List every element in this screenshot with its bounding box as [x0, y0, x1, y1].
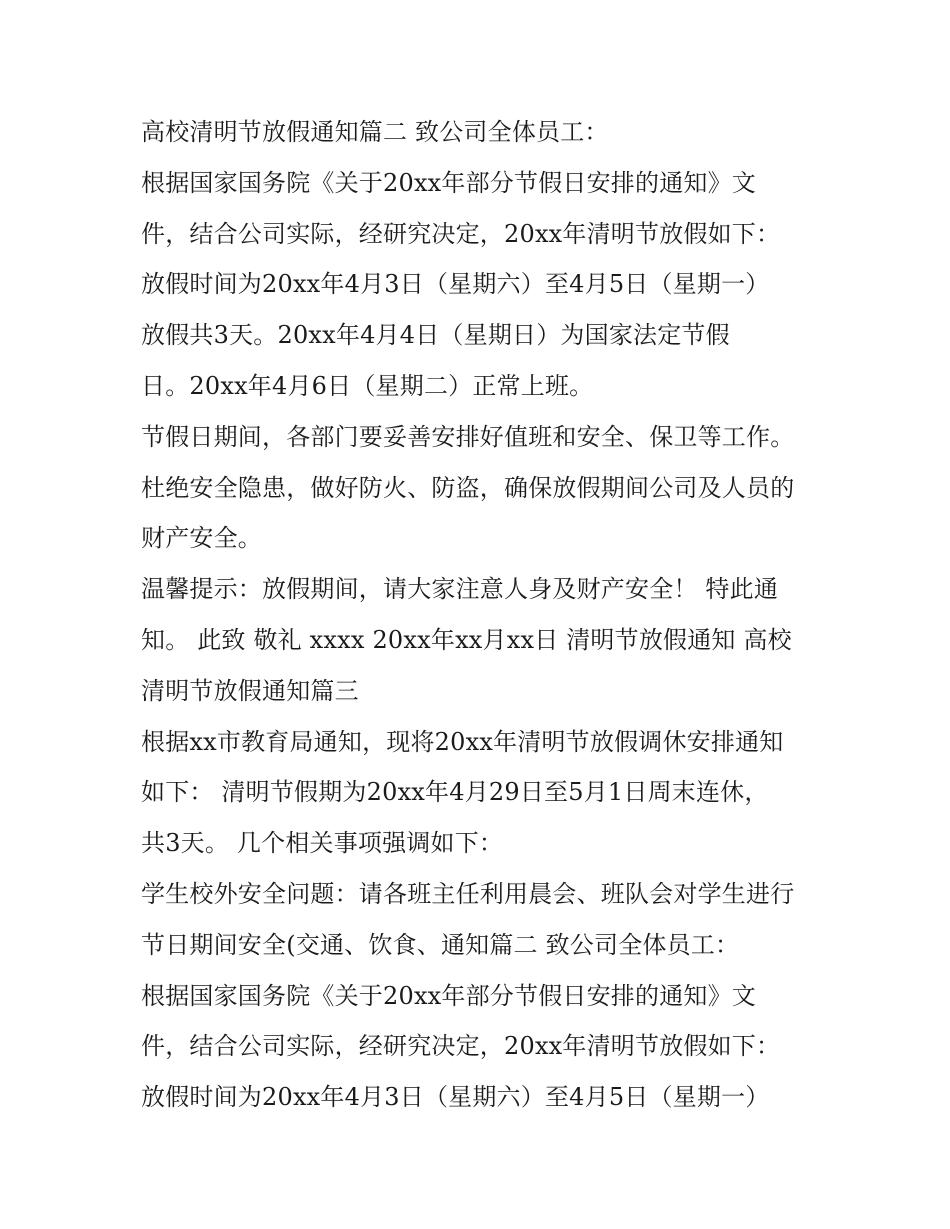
text-line: 根据国家国务院《关于20xx年部分节假日安排的通知》文 [141, 981, 757, 1010]
text-line: 根据xx市教育局通知，现将20xx年清明节放假调休安排通知 [141, 727, 784, 756]
text-line: 高校清明节放假通知篇二 致公司全体员工： [141, 118, 609, 146]
text-line: 杜绝安全隐患，做好防火、防盗，确保放假期间公司及人员的 [141, 473, 795, 502]
text-line: 共3天。 几个相关事项强调如下： [141, 829, 504, 858]
text-line: 放假共3天。20xx年4月4日（星期日）为国家法定节假 [141, 321, 730, 350]
text-line: 件，结合公司实际，经研究决定，20xx年清明节放假如下： [141, 219, 781, 248]
text-line: 件，结合公司实际，经研究决定，20xx年清明节放假如下： [141, 1032, 781, 1061]
text-line: 知。 此致 敬礼 xxxx 20xx年xx月xx日 清明节放假通知 高校 [141, 625, 792, 654]
text-line: 如下： 清明节假期为20xx年4月29日至5月1日周末连休， [141, 778, 769, 807]
text-line: 根据国家国务院《关于20xx年部分节假日安排的通知》文 [141, 168, 757, 197]
text-line: 日。20xx年4月6日（星期二）正常上班。 [141, 371, 594, 400]
text-line: 放假时间为20xx年4月3日（星期六）至4月5日（星期一） [141, 1083, 770, 1112]
text-line: 节日期间安全(交通、饮食、通知篇二 致公司全体员工： [141, 930, 740, 959]
text-line: 放假时间为20xx年4月3日（星期六）至4月5日（星期一） [141, 270, 770, 299]
text-line: 财产安全。 [141, 524, 262, 553]
text-line: 节假日期间，各部门要妥善安排好值班和安全、保卫等工作。 [141, 422, 795, 451]
text-line: 清明节放假通知篇三 [141, 676, 359, 705]
text-line: 温馨提示：放假期间，请大家注意人身及财产安全！ 特此通 [141, 575, 779, 604]
document-body [141, 107, 841, 1123]
text-line: 学生校外安全问题：请各班主任利用晨会、班队会对学生进行 [141, 879, 795, 908]
